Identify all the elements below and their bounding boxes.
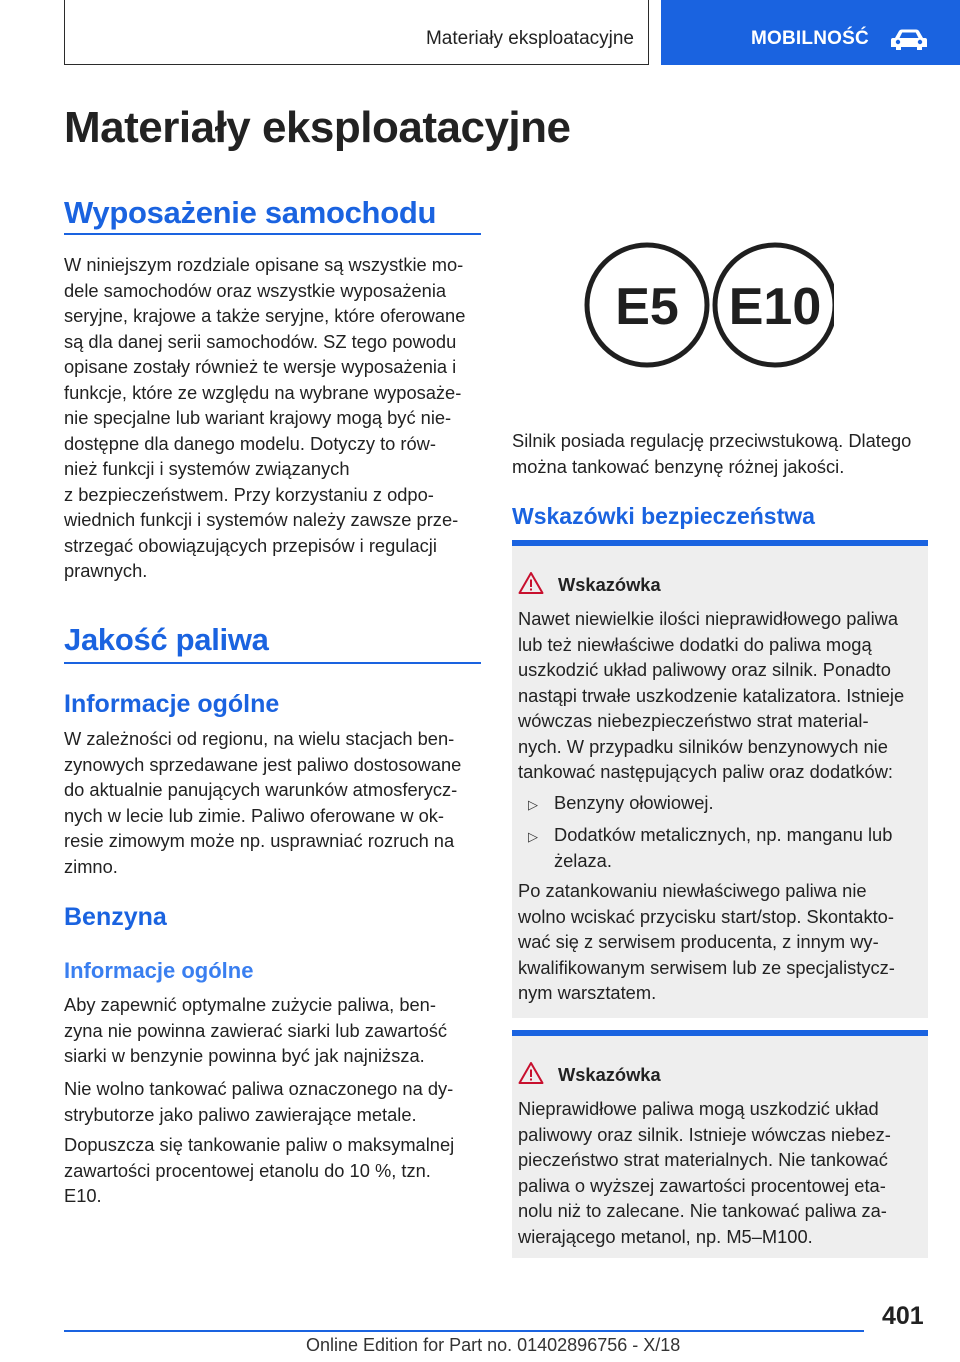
text-line: dostępne dla danego modelu. Dotyczy to rów‐ — [64, 432, 436, 454]
subheading-general-info: Informacje ogólne — [64, 690, 280, 718]
warning-icon — [518, 1061, 544, 1085]
text-line: wówczas niebezpieczeństwo strat material‐ — [518, 710, 869, 731]
text-line: nych. W przypadku silników benzynowych nie — [518, 735, 888, 757]
text-line: funkcje, które ze względu na wybrane wyposaże‐ — [64, 381, 462, 403]
text-line: pieczeństwo strat materialnych. Nie tankować — [518, 1149, 888, 1170]
text-line: Nawet niewielkie ilości nieprawidłowego paliwa — [518, 608, 899, 629]
chapter-label: MOBILNOŚĆ — [751, 28, 869, 49]
text-line: nie specjalne lub wariant krajowy mogą być nie‐ — [64, 407, 452, 428]
text-line: żelaza. — [554, 849, 612, 871]
text-line: W zależności od regionu, na wielu stacjach ben‐ — [64, 728, 455, 749]
text-line: opisane zostały również te wersje wyposażenia i — [64, 356, 457, 377]
badge-e5 — [587, 245, 707, 365]
text-line: nolu niż to zalecane. Nie tankować paliwa za‐ — [518, 1200, 887, 1221]
notice-title: Wskazówka — [558, 574, 661, 595]
text-line: Nieprawidłowe paliwa mogą uszkodzić układ — [518, 1098, 879, 1119]
notice-1-after-text — [518, 878, 895, 1006]
header-section-box — [64, 0, 649, 65]
text-line: nastąpi trwałe uszkodzenie katalizatora. Istnieje — [518, 684, 905, 706]
heading-vehicle-equipment: Wyposażenie samochodu — [64, 195, 437, 230]
car-icon — [889, 28, 929, 52]
bullet-marker: ▷ — [528, 829, 538, 844]
text-line: W niniejszym rozdziale opisane są wszystkie mo‐ — [64, 254, 464, 275]
edition-footer: Online Edition for Part no. 01402896756 - X/18 — [306, 1335, 681, 1355]
petrol-paragraph-sulphur — [64, 992, 447, 1069]
header-section-title: Materiały eksploatacyjne — [425, 28, 634, 49]
text-line: do aktualnie panujących warunków atmosferycz‐ — [64, 779, 458, 800]
text-line: strzegać obowiązujących przepisów i regulacji — [64, 534, 437, 556]
text-line: zynowych sprzedawane jest paliwo dostosowane — [64, 753, 462, 775]
text-line: zawartości procentowej etanolu do 10 %, tzn. — [64, 1159, 431, 1181]
heading-petrol: Benzyna — [64, 903, 167, 931]
vehicle-equipment-paragraph — [64, 252, 465, 584]
notice-box-1 — [512, 540, 928, 1018]
footer-rule — [64, 1330, 864, 1332]
heading-rule — [64, 233, 481, 235]
text-line: Po zatankowaniu niewłaściwego paliwa nie — [518, 880, 867, 901]
bullet-item — [554, 822, 892, 873]
text-line: paliwowy oraz silnik. Istnieje wówczas niebez‐ — [518, 1123, 891, 1145]
text-line: kwalifikowanym serwisem lub ze specjalistycz‐ — [518, 956, 895, 978]
text-line: seryjne, krajowe a także seryjne, które oferowane — [64, 305, 466, 326]
notice-title: Wskazówka — [558, 1064, 661, 1085]
fuel-badges — [584, 240, 834, 370]
text-line: wać się z serwisem producenta, z innym wy‐ — [518, 931, 879, 952]
text-line: są dla danej serii samochodów. SZ tego powodu — [64, 330, 457, 352]
badge-e10-label: E10 — [728, 278, 822, 336]
text-line: zyna nie powinna zawierać siarki lub zawartość — [64, 1019, 448, 1041]
subheading-petrol-general-info: Informacje ogólne — [64, 958, 254, 983]
notice-1-text — [518, 606, 904, 785]
petrol-paragraph-ethanol — [64, 1132, 454, 1209]
notice-2-text — [518, 1096, 891, 1249]
badge-e5-label: E5 — [615, 278, 679, 336]
text-line: resie zimowym może np. usprawniać rozruch na — [64, 830, 455, 851]
text-line: tankować następujących paliw oraz dodatków: — [518, 761, 893, 782]
text-line: Dopuszcza się tankowanie paliw o maksymalnej — [64, 1134, 455, 1155]
page-number: 401 — [882, 1302, 924, 1330]
text-line: Aby zapewnić optymalne zużycie paliwa, ben‐ — [64, 994, 436, 1015]
text-line: z bezpieczeństwem. Przy korzystaniu z odpo‐ — [64, 483, 434, 505]
text-line: E10. — [64, 1185, 102, 1206]
text-line: paliwa o wyższej zawartości procentowej eta‐ — [518, 1174, 886, 1196]
chapter-tab[interactable] — [661, 0, 960, 65]
text-line: nych w lecie lub zimie. Paliwo oferowane w ok‐ — [64, 804, 445, 826]
text-line: Dodatków metalicznych, np. manganu lub — [554, 824, 893, 845]
heading-safety-notes: Wskazówki bezpieczeństwa — [512, 503, 815, 529]
fuel-quality-paragraph — [64, 726, 461, 879]
notice-box-2 — [512, 1030, 928, 1258]
text-line: można tankować benzynę różnej jakości. — [512, 455, 845, 477]
bullet-item — [554, 790, 714, 816]
text-line: siarki w benzynie powinna być jak najniższa. — [64, 1045, 425, 1066]
text-line: Silnik posiada regulację przeciwstukową. Dlatego — [512, 430, 912, 451]
text-line: strybutorze jako paliwo zawierające metale. — [64, 1103, 417, 1125]
bullet-marker: ▷ — [528, 797, 538, 812]
text-line: prawnych. — [64, 560, 148, 581]
text-line: nież funkcji i systemów związanych — [64, 458, 350, 479]
heading-rule — [64, 662, 481, 664]
text-line: Benzyny ołowiowej. — [554, 792, 714, 813]
text-line: Nie wolno tankować paliwa oznaczonego na dy‐ — [64, 1078, 454, 1099]
warning-icon — [518, 571, 544, 595]
text-line: uszkodzić układ paliwowy oraz silnik. Ponadto — [518, 659, 891, 680]
heading-fuel-quality: Jakość paliwa — [64, 622, 269, 657]
text-line: wolno wciskać przycisku start/stop. Skontakto‐ — [518, 905, 894, 927]
petrol-paragraph-metals — [64, 1076, 453, 1127]
page-title: Materiały eksploatacyjne — [64, 103, 571, 152]
text-line: zimno. — [64, 855, 118, 877]
knock-control-paragraph — [512, 428, 911, 479]
text-line: nym warsztatem. — [518, 982, 657, 1003]
text-line: wiednich funkcji i systemów należy zawsze prze‐ — [64, 509, 459, 530]
text-line: lub też niewłaściwe dodatki do paliwa mogą — [518, 633, 872, 655]
text-line: wierającego metanol, np. M5–M100. — [518, 1225, 813, 1247]
badge-e10 — [715, 245, 834, 365]
text-line: dele samochodów oraz wszystkie wyposażenia — [64, 279, 447, 301]
